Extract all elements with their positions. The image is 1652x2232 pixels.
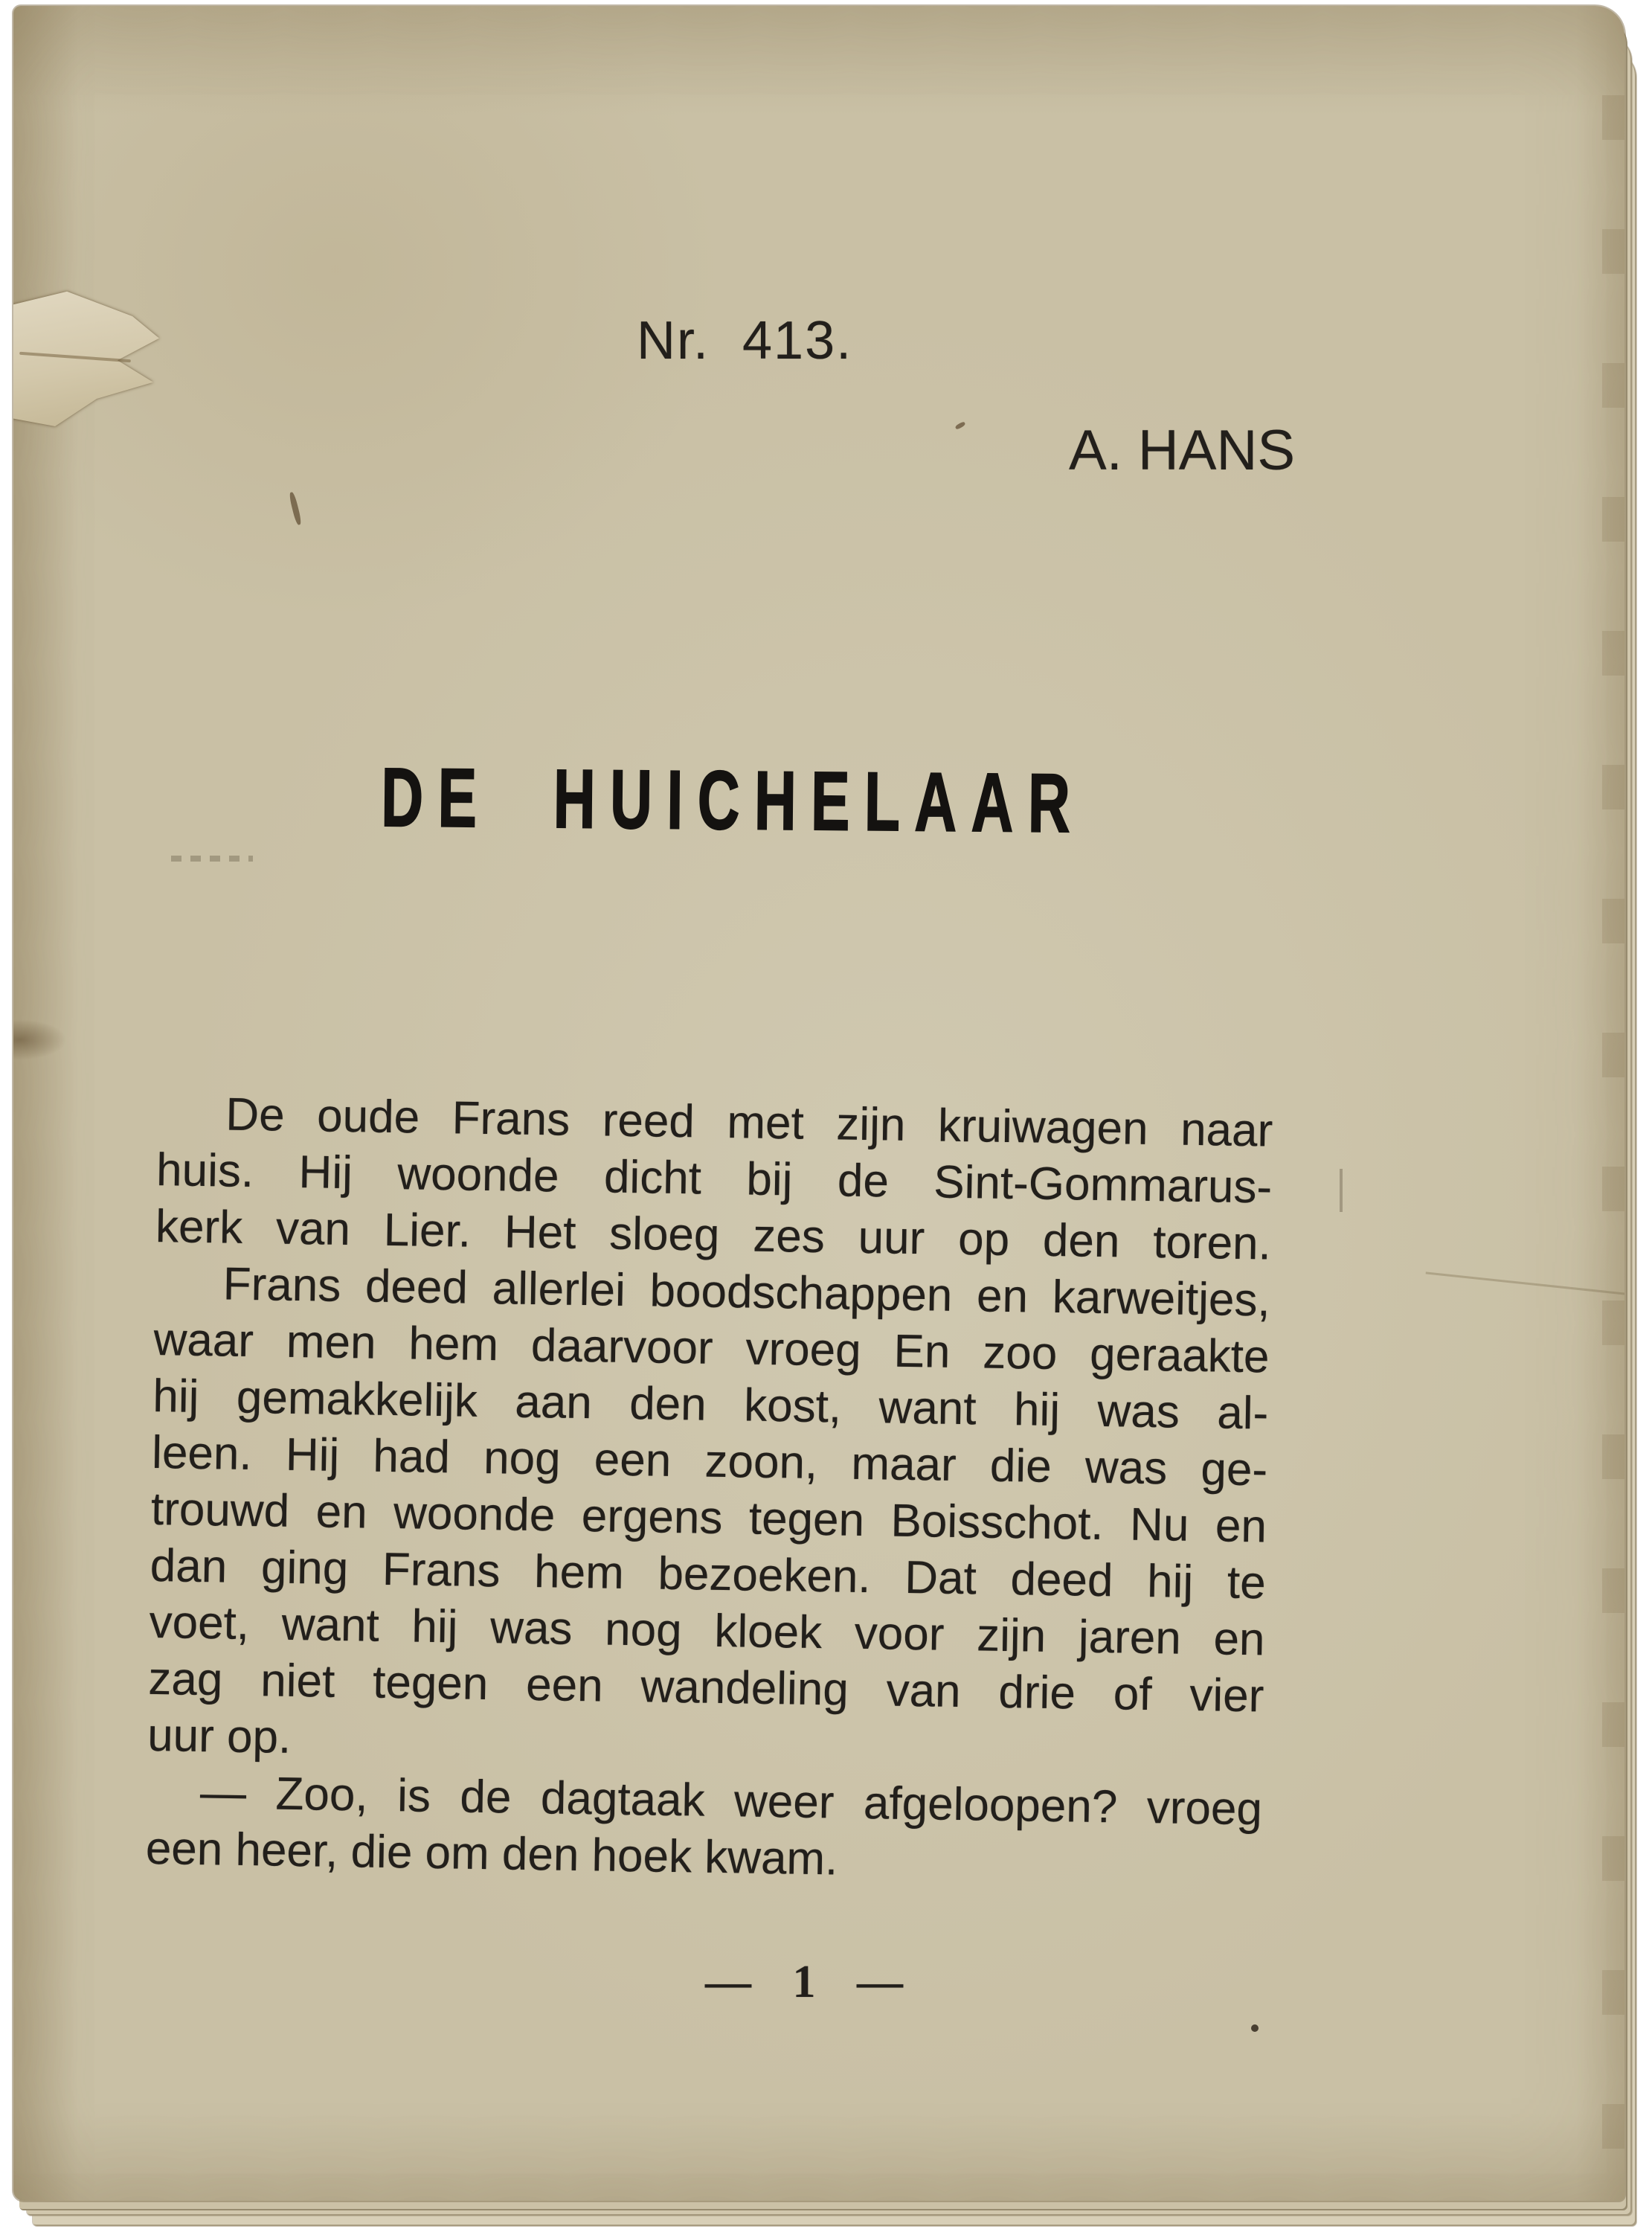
story-body <box>145 1085 1273 1894</box>
text-line: De oude Frans reed met zijn kruiwagen naar <box>225 1088 1273 1157</box>
text-line: uur op. <box>147 1709 292 1763</box>
author-name: A. HANS <box>1069 419 1296 482</box>
ink-speck <box>1251 2024 1259 2032</box>
text-line: Frans deed allerlei boodschappen en karweitjes, <box>222 1258 1271 1327</box>
text-line: huis. Hij woonde dicht bij de Sint-Gommarus- <box>155 1144 1273 1213</box>
paragraph <box>147 1255 1271 1781</box>
ink-speck <box>954 421 965 430</box>
booklet-cover-page <box>13 6 1624 2201</box>
paper-edge-wear <box>1602 6 1624 2201</box>
page-number: — 1 — <box>705 1957 903 2007</box>
paper-notch <box>13 1019 67 1060</box>
paragraph <box>155 1085 1273 1273</box>
text-line: dan ging Frans hem bezoeken. Dat deed hij te <box>150 1539 1267 1609</box>
text-line: zag niet tegen een wandeling van drie of vier <box>147 1652 1264 1722</box>
paragraph <box>145 1764 1262 1895</box>
text-line: waar men hem daarvoor vroeg En zoo geraakte <box>153 1313 1270 1383</box>
paper-smudge <box>171 856 253 862</box>
text-line: kerk van Lier. Het sloeg zes uur op den toren. <box>155 1200 1272 1270</box>
text-line: een heer, die om den hoek kwam. <box>145 1822 838 1885</box>
text-line: hij gemakkelijk aan den kost, want hij was al- <box>152 1370 1269 1440</box>
text-line: trouwd en woonde ergens tegen Boisschot. Nu en <box>150 1483 1267 1553</box>
ink-speck <box>289 492 303 526</box>
paper-mark <box>1340 1169 1343 1212</box>
issue-number: Nr. 413. <box>637 311 853 371</box>
text-line: — Zoo, is de dagtaak weer afgeloopen? vroeg <box>199 1767 1263 1835</box>
story-title: DE HUICHELAAR <box>380 751 1085 850</box>
text-line: leen. Hij had nog een zoon, maar die was ge- <box>151 1426 1268 1496</box>
text-line: voet, want hij was nog kloek voor zijn jaren en <box>149 1596 1266 1666</box>
paper-crease <box>1426 1271 1624 1295</box>
